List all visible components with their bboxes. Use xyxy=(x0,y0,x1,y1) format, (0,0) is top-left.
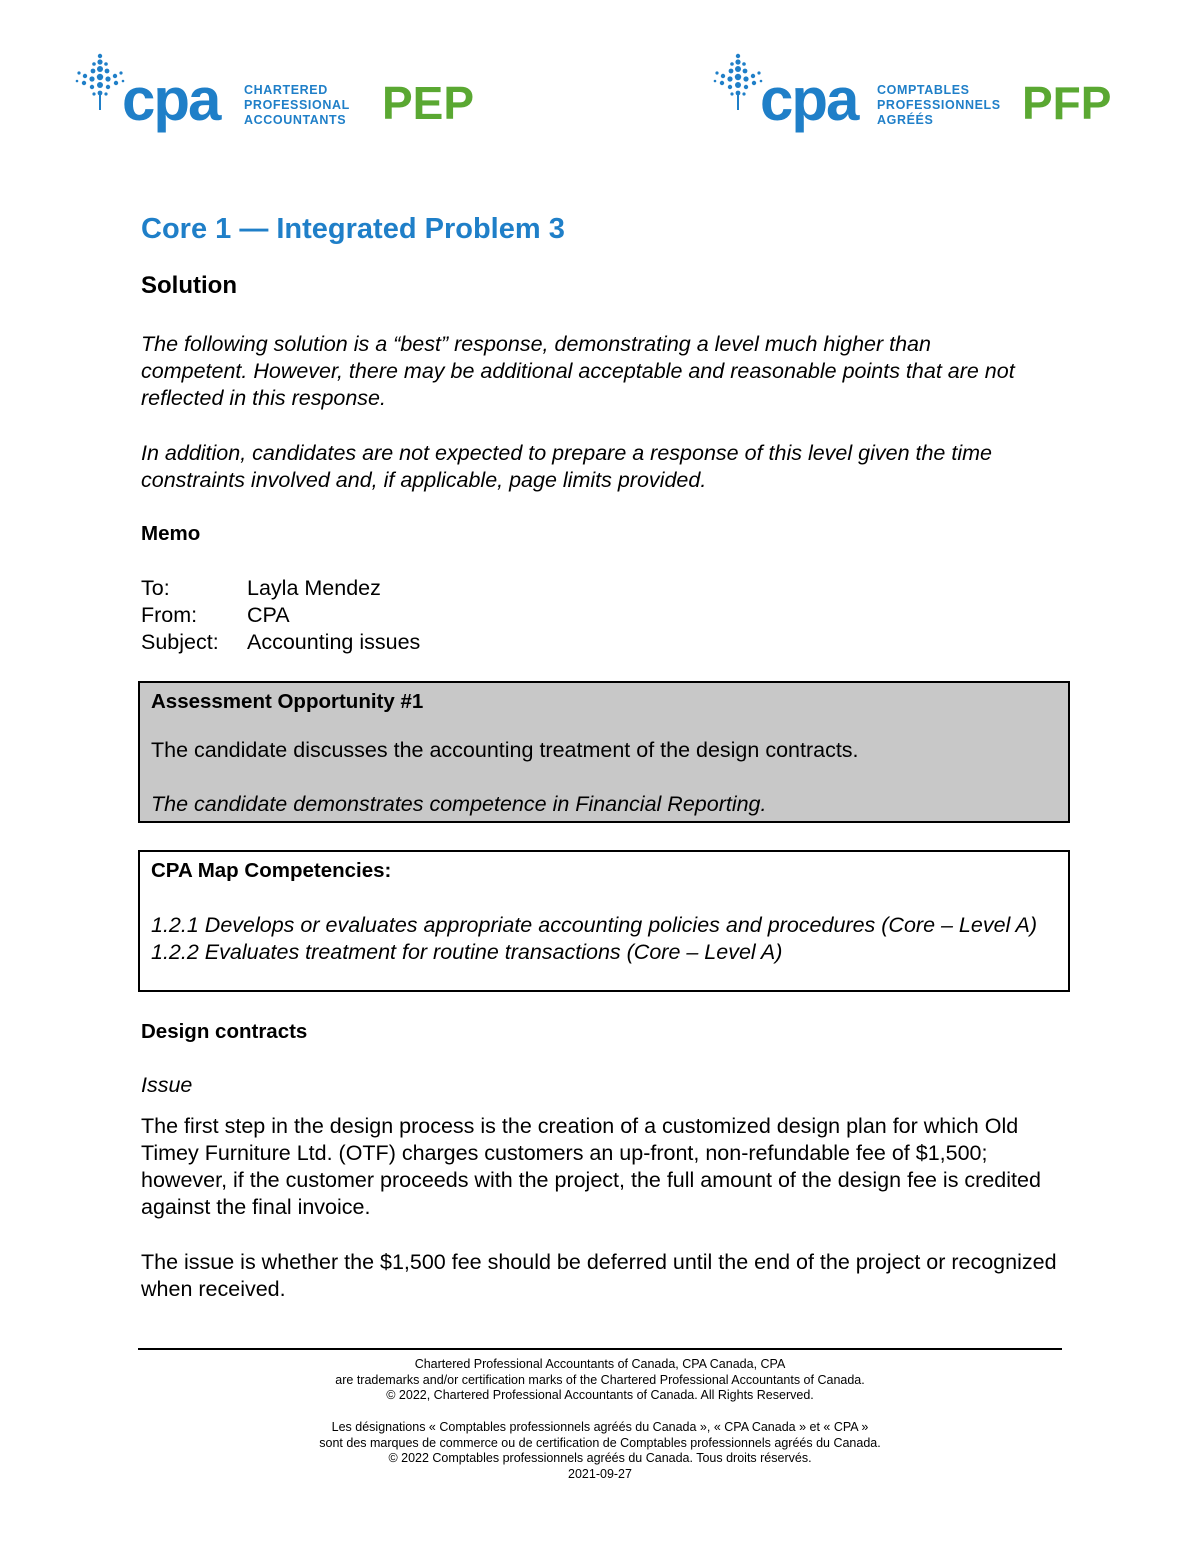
page-title: Core 1 — Integrated Problem 3 xyxy=(141,213,565,245)
cpa-wordmark: cpa xyxy=(122,66,220,133)
memo-value: Layla Mendez xyxy=(247,576,381,600)
intro-paragraph: The following solution is a “best” response, demonstrating a level much higher than competent. However, there may be additional acceptable and reasonable points that are not reflected in this response. xyxy=(141,332,1015,410)
maple-leaf-icon xyxy=(712,52,764,112)
footer-english: Chartered Professional Accountants of Canada, CPA Canada, CPA are trademarks and/or certification marks of the Chartered Professional Accountants of Canada. © 2022, Chartered Professional Accountants of Canada. All Rights Reserved. xyxy=(335,1357,865,1402)
assessment-heading: Assessment Opportunity #1 xyxy=(151,690,424,713)
footer-date: 2021-09-27 xyxy=(568,1466,632,1481)
issue-paragraph: The first step in the design process is the creation of a customized design plan for which Old Timey Furniture Ltd. (OTF) charges customers an up-front, non-refundable fee of $1,500; however, if the customer proceeds with the project, the full amount of the design fee is credited against the final invoice. xyxy=(141,1114,1041,1219)
solution-heading: Solution xyxy=(141,272,237,299)
footer-divider xyxy=(138,1348,1062,1350)
memo-heading: Memo xyxy=(141,522,201,545)
assessment-opportunity-box xyxy=(138,681,1070,823)
program-acronym: PFP xyxy=(1022,77,1112,129)
cpa-wordmark: cpa xyxy=(760,66,858,133)
issue-paragraph: The issue is whether the $1,500 fee should be deferred until the end of the project or recognized when received. xyxy=(141,1250,1057,1301)
memo-value: CPA xyxy=(247,603,290,627)
assessment-text: The candidate discusses the accounting treatment of the design contracts. xyxy=(151,738,859,762)
competency-item: 1.2.2 Evaluates treatment for routine transactions (Core – Level A) xyxy=(151,940,783,964)
memo-label: To: xyxy=(141,576,170,600)
competency-item: 1.2.1 Develops or evaluates appropriate accounting policies and procedures (Core – Level A) xyxy=(151,913,1038,937)
cpa-logo-english xyxy=(74,52,494,142)
logo-tagline: COMPTABLES PROFESSIONNELS AGRÉÉS xyxy=(877,83,1001,127)
program-acronym: PEP xyxy=(382,77,475,129)
maple-leaf-icon xyxy=(74,52,126,112)
issue-heading: Issue xyxy=(141,1073,193,1097)
design-contracts-heading: Design contracts xyxy=(141,1020,308,1043)
intro-paragraph: In addition, candidates are not expected to prepare a response of this level given the time constraints involved and, if applicable, page limits provided. xyxy=(141,441,992,492)
footer-french: Les désignations « Comptables professionnels agréés du Canada », « CPA Canada » et « CPA » sont des marques de commerce ou de certification de Comptables professionnels agréés du Canada. © 2022 Comptables professionnels agréés du Canada. Tous droits réservés. 2021-09-27 xyxy=(138,1420,1062,1482)
logo-tagline: CHARTERED PROFESSIONAL ACCOUNTANTS xyxy=(244,83,350,127)
memo-from-row xyxy=(141,603,290,628)
assessment-competence: The candidate demonstrates competence in Financial Reporting. xyxy=(151,792,767,816)
memo-label: From: xyxy=(141,603,198,627)
cpa-logo-french xyxy=(712,52,1132,142)
memo-subject-row xyxy=(141,630,420,655)
memo-value: Accounting issues xyxy=(247,630,421,654)
competencies-heading: CPA Map Competencies: xyxy=(151,859,392,882)
competencies-box xyxy=(138,850,1070,992)
memo-to-row xyxy=(141,576,381,601)
memo-label: Subject: xyxy=(141,630,219,654)
